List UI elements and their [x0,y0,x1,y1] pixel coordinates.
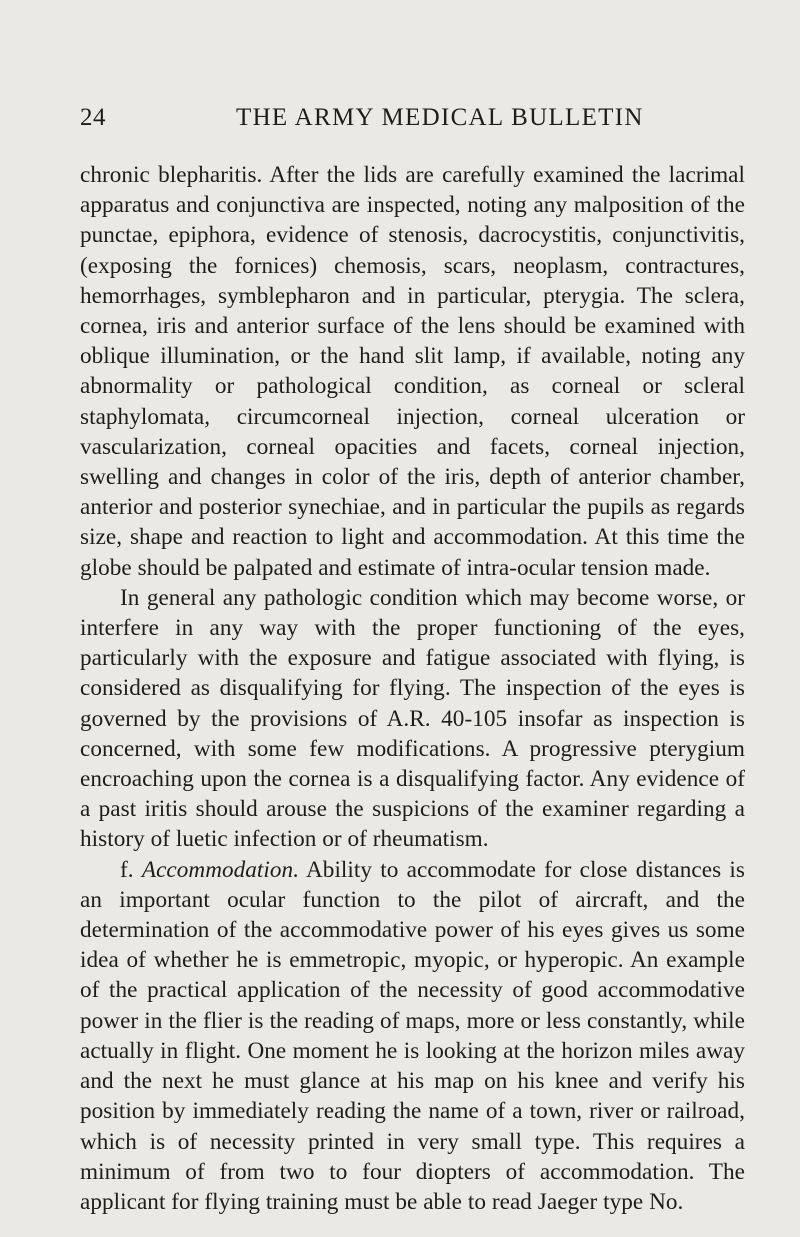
page-number: 24 [80,104,106,131]
journal-title: THE ARMY MEDICAL BULLETIN [236,104,644,131]
running-header [80,104,746,138]
section-title: Accommodation. [141,856,300,883]
section-text: Ability to accommodate for close distances is an important ocular function to the pilot of aircraft, and the determination of the accommodative power of his eyes gives us some idea of whether he is emmetropic, myopic, or hyperopic. An example of the practical application of the necessity of good accommodative power in the flier is the reading of maps, more or less constantly, while actually in flight. One moment he is looking at the horizon miles away and the next he must glance at his map on his knee and verify his position by immediately reading the name of a town, river or railroad, which is of necessity printed in very small type. This requires a minimum of from two to four diopters of accommodation. The applicant for flying training must be able to read Jaeger type No. [80,856,745,1215]
paragraph-accommodation [80,855,745,1217]
paragraph-eye-inspection: chronic blepharitis. After the lids are carefully examined the lacrimal apparatus and conjunctiva are inspected, noting any malposition of the punctae, epiphora, evidence of stenosis, dacrocystitis, conjunctivitis, (exposing the fornices) chemosis, scars, neoplasm, contractures, hemorrhages, symblepharon and in particular, pterygia. The sclera, cornea, iris and anterior surface of the lens should be examined with oblique illumination, or the hand slit lamp, if available, noting any abnormality or pathological condition, as corneal or scleral staphylomata, circumcorneal injection, corneal ulceration or vascularization, corneal opacities and facets, corneal injection, swelling and changes in color of the iris, depth of anterior chamber, anterior and posterior synechiae, and in particular the pupils as regards size, shape and reaction to light and accommodation. At this time the globe should be palpated and estimate of intra-ocular tension made. [80,162,745,581]
paragraph-disqualifying-conditions: In general any pathologic condition which may become worse, or interfere in any way with the proper functioning of the eyes, particularly with the exposure and fatigue associated with flying, is considered as disqualifying for flying. The inspection of the eyes is governed by the provisions of A.R. 40-105 insofar as inspection is concerned, with some few modifications. A progressive pterygium encroaching upon the cornea is a disqualifying factor. Any evidence of a past iritis should arouse the suspicions of the examiner regarding a history of luetic infection or of rheumatism. [80,584,745,853]
article-body [80,160,745,1217]
section-letter: f. [120,856,134,883]
